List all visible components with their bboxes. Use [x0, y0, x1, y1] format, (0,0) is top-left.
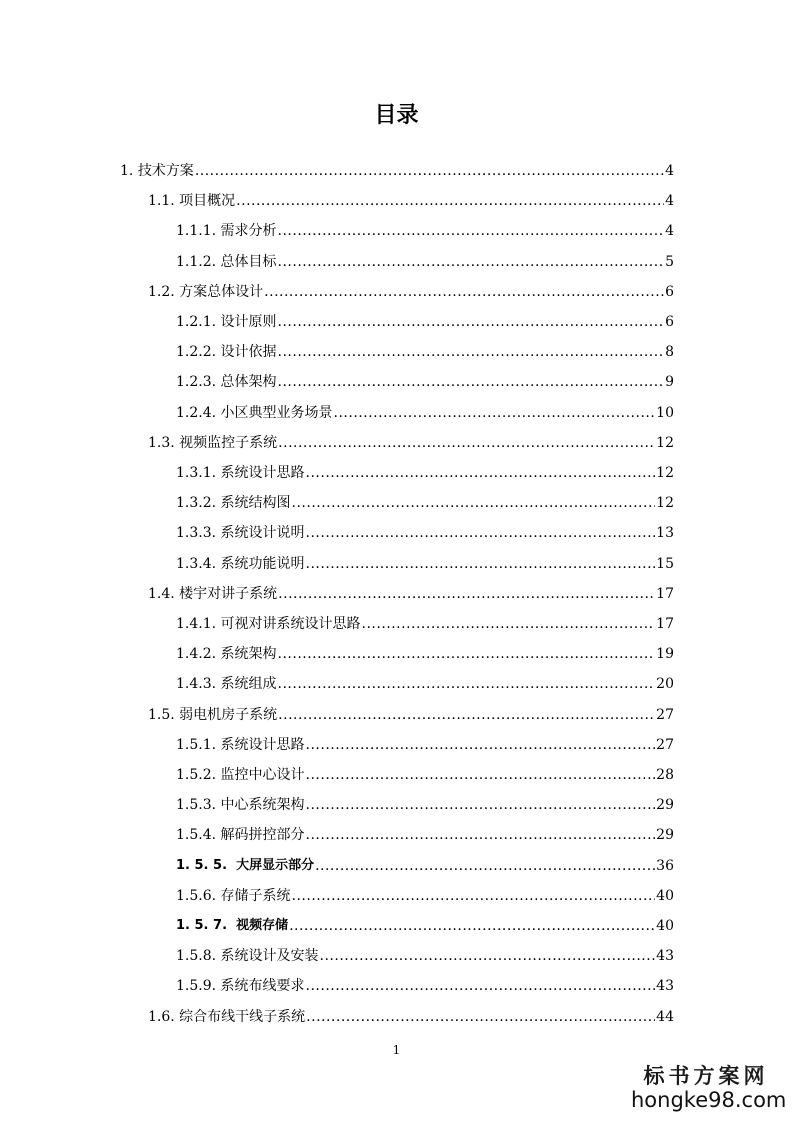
toc-entry[interactable] [148, 186, 674, 210]
toc-entry-number: 1.2.3. [176, 374, 221, 391]
toc-entry[interactable] [176, 216, 674, 240]
toc-entry-title: 视频监控子系统 [179, 434, 278, 451]
toc-dot-leader [306, 736, 656, 754]
toc-entry-page: 43 [656, 978, 674, 995]
toc-dot-leader [278, 675, 656, 693]
toc-entry-title: 大屏显示部分 [236, 857, 315, 873]
toc-dot-leader [278, 706, 655, 724]
toc-entry-number: 1.5.1. [176, 736, 221, 753]
toc-entry-number: 1.1.2. [176, 253, 221, 270]
toc-entry-title: 系统设计及安装 [220, 948, 319, 965]
toc-entry[interactable] [176, 488, 674, 512]
toc-entry-title: 技术方案 [137, 163, 194, 179]
toc-dot-leader [278, 373, 665, 391]
toc-entry[interactable] [176, 669, 674, 693]
toc-dot-leader [306, 524, 656, 542]
toc-dot-leader [306, 464, 656, 482]
toc-entry-number: 1.1.1. [176, 223, 221, 240]
toc-dot-leader [278, 253, 665, 271]
toc-entry-number: 1. 5. 7. [176, 918, 237, 933]
toc-dot-leader [306, 1008, 655, 1026]
toc-entry[interactable] [176, 941, 674, 965]
toc-entry-number: 1.5.8. [176, 948, 221, 965]
toc-entry-page: 9 [665, 374, 674, 391]
toc-dot-leader [289, 917, 655, 935]
toc-entry-page: 40 [656, 887, 674, 904]
toc-entry-page: 40 [656, 918, 674, 934]
toc-dot-leader [278, 434, 655, 452]
toc-dot-leader [306, 977, 656, 995]
toc-entry-number: 1.3. [148, 434, 180, 451]
toc-dot-leader [195, 162, 664, 180]
toc-entry-title: 系统结构图 [220, 495, 291, 512]
toc-entry-number: 1.2. [148, 283, 180, 300]
toc-entry-title: 设计原则 [220, 314, 277, 330]
toc-entry-number: 1.5.9. [176, 978, 221, 995]
page-title: 目录 [374, 103, 419, 128]
toc-entry-number: 1.5.3. [176, 797, 221, 814]
toc-entry-number: 1.5.4. [176, 827, 221, 844]
toc-entry-title: 监控中心设计 [220, 767, 305, 783]
toc-entry-page: 4 [665, 223, 674, 240]
toc-entry-title: 设计依据 [220, 344, 277, 361]
toc-entry-number: 1.4.2. [176, 646, 221, 663]
toc-entry-title: 项目概况 [179, 193, 236, 210]
toc-entry-number: 1.4. [148, 585, 180, 602]
toc-entry[interactable] [176, 609, 674, 633]
toc-entry-number: 1.2.2. [176, 344, 221, 361]
toc-entry[interactable] [176, 458, 674, 482]
toc-entry[interactable] [176, 639, 674, 663]
toc-entry-number: 1.4.3. [176, 676, 221, 693]
toc-entry-page: 10 [656, 404, 674, 421]
toc-entry-page: 5 [665, 253, 674, 270]
toc-entry[interactable] [120, 156, 674, 180]
toc-dot-leader [306, 555, 656, 573]
toc-entry-title: 视频存储 [236, 918, 289, 933]
toc-entry-title: 系统设计思路 [220, 465, 305, 481]
toc-entry-page: 17 [656, 616, 674, 632]
toc-entry[interactable] [148, 277, 674, 301]
toc-entry-number: 1.4.1. [176, 616, 221, 632]
watermark-logo [631, 1060, 787, 1112]
toc-entry-page: 36 [656, 857, 674, 874]
toc-entry[interactable] [176, 971, 674, 995]
toc-dot-leader [278, 313, 665, 331]
toc-entry[interactable] [176, 730, 674, 754]
toc-entry-number: 1. 5. 5. [176, 857, 237, 873]
toc-entry[interactable] [176, 851, 674, 875]
toc-entry-title: 中心系统架构 [220, 797, 305, 814]
toc-dot-leader [315, 857, 655, 875]
toc-entry-page: 19 [656, 646, 674, 663]
toc-entry[interactable] [148, 428, 674, 452]
page-number: 1 [392, 1043, 401, 1057]
toc-entry-page: 8 [665, 344, 674, 361]
toc-dot-leader [334, 404, 656, 422]
toc-entry-title: 需求分析 [220, 223, 277, 240]
toc-entry[interactable] [148, 579, 674, 603]
toc-entry-number: 1.2.4. [176, 404, 221, 421]
toc-entry-number: 1.5.2. [176, 767, 221, 783]
toc-entry-title: 弱电机房子系统 [179, 706, 278, 723]
toc-dot-leader [292, 494, 656, 512]
toc-entry-page: 28 [656, 767, 674, 783]
toc-entry[interactable] [176, 790, 674, 814]
toc-dot-leader [278, 343, 665, 361]
toc-entry[interactable] [176, 398, 674, 422]
toc-entry[interactable] [176, 367, 674, 391]
toc-entry-page: 43 [656, 948, 674, 965]
toc-entry[interactable] [176, 518, 674, 542]
toc-entry-page: 12 [656, 434, 674, 451]
toc-entry-page: 27 [656, 706, 674, 723]
toc-entry-page: 20 [656, 676, 674, 693]
toc-entry-number: 1. [120, 163, 138, 179]
toc-entry-page: 4 [665, 193, 674, 210]
toc-entry-page: 27 [656, 736, 674, 753]
toc-entry-title: 系统布线要求 [220, 978, 305, 995]
toc-entry-number: 1.5.6. [176, 887, 221, 904]
toc-entry[interactable] [176, 337, 674, 361]
toc-entry-title: 系统功能说明 [220, 555, 305, 572]
toc-entry-title: 解码拼控部分 [220, 827, 305, 844]
toc-entry-title: 综合布线干线子系统 [179, 1008, 306, 1025]
toc-entry-page: 6 [665, 283, 674, 300]
toc-entry-title: 系统架构 [220, 646, 277, 663]
toc-entry-number: 1.5. [148, 706, 180, 723]
toc-entry-title: 系统设计说明 [220, 525, 305, 542]
toc-entry[interactable] [176, 307, 674, 331]
toc-dot-leader [264, 283, 664, 301]
toc-dot-leader [278, 645, 656, 663]
toc-entry-number: 1.6. [148, 1008, 180, 1025]
toc-entry-title: 楼宇对讲子系统 [179, 585, 278, 602]
toc-entry[interactable] [176, 881, 674, 905]
toc-entry-number: 1.3.1. [176, 465, 221, 481]
toc-entry-page: 4 [665, 163, 674, 179]
toc-dot-leader [292, 887, 656, 905]
toc-dot-leader [362, 615, 656, 633]
toc-dot-leader [306, 766, 656, 784]
toc-entry-page: 29 [656, 827, 674, 844]
toc-dot-leader [236, 192, 664, 210]
toc-entry-title: 总体目标 [220, 253, 277, 270]
toc-dot-leader [320, 947, 656, 965]
toc-entry-page: 29 [656, 797, 674, 814]
toc-entry[interactable] [176, 760, 674, 784]
toc-entry-number: 1.3.3. [176, 525, 221, 542]
toc-entry-number: 1.3.4. [176, 555, 221, 572]
toc-entry-title: 系统设计思路 [220, 736, 305, 753]
toc-entry-page: 12 [656, 495, 674, 512]
toc-entry-title: 总体架构 [220, 374, 277, 391]
toc-entry[interactable] [148, 1002, 674, 1026]
toc-entry[interactable] [176, 549, 674, 573]
toc-dot-leader [306, 826, 656, 844]
toc-entry-page: 17 [656, 585, 674, 602]
toc-entry-title: 存储子系统 [220, 887, 291, 904]
toc-entry-number: 1.2.1. [176, 314, 221, 330]
watermark-line2: hongke98.com [631, 1088, 787, 1112]
toc-entry-title: 小区典型业务场景 [220, 404, 333, 421]
toc-entry-page: 12 [656, 465, 674, 481]
toc-entry[interactable] [176, 911, 674, 935]
toc-entry-page: 13 [656, 525, 674, 542]
toc-entry-page: 6 [665, 314, 674, 330]
toc-entry[interactable] [176, 247, 674, 271]
toc-entry-title: 可视对讲系统设计思路 [220, 616, 361, 632]
toc-entry-title: 方案总体设计 [179, 283, 264, 300]
toc-entry-page: 15 [656, 555, 674, 572]
toc-dot-leader [278, 585, 655, 603]
toc-entry[interactable] [176, 820, 674, 844]
toc-entry[interactable] [148, 700, 674, 724]
toc-entry-number: 1.3.2. [176, 495, 221, 512]
watermark-line1: 标书方案网 [643, 1063, 769, 1088]
toc-dot-leader [278, 222, 665, 240]
toc-entry-number: 1.1. [148, 193, 180, 210]
toc-dot-leader [306, 796, 656, 814]
toc-entry-title: 系统组成 [220, 676, 277, 693]
toc-entry-page: 44 [656, 1008, 674, 1025]
